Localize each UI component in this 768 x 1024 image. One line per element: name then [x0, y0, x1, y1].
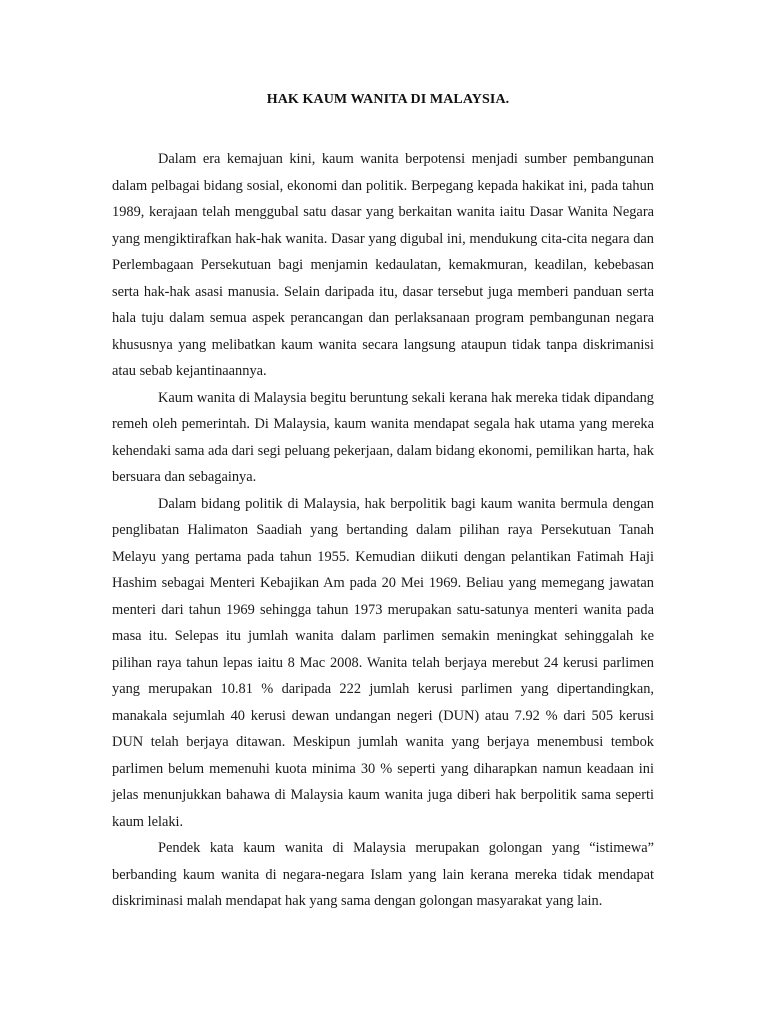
document-title: [0, 92, 768, 108]
paragraph-2: Kaum wanita di Malaysia begitu beruntung sekali kerana hak mereka tidak dipandang remeh oleh pemerintah. Di Malaysia, kaum wanita mendapat segala hak utama yang mereka kehendaki sama ada dari segi peluang pekerjaan, dalam bidang ekonomi, pemilikan harta, hak bersuara dan sebagainya.: [112, 389, 654, 485]
document-title-text: HAK KAUM WANITA DI MALAYSIA.: [266, 92, 510, 107]
paragraph-3: Dalam bidang politik di Malaysia, hak berpolitik bagi kaum wanita bermula dengan penglibatan Halimaton Saadiah yang bertanding dalam pilihan raya Persekutuan Tanah Melayu yang pertama pada tahun 1955. Kemudian diikuti dengan pelantikan Fatimah Haji Hashim sebagai Menteri Kebajikan Am pada 20 Mei 1969. Beliau yang memegang jawatan menteri dari tahun 1969 sehingga tahun 1973 merupakan satu-satunya menteri wanita pada masa itu. Selepas itu jumlah wanita dalam parlimen semakin meningkat sehinggalah ke pilihan raya tahun lepas iaitu 8 Mac 2008. Wanita telah berjaya merebut 24 kerusi parlimen yang merupakan 10.81 % daripada 222 jumlah kerusi parlimen yang dipertandingkan, manakala sejumlah 40 kerusi dewan undangan negeri (DUN) atau 7.92 % dari 505 kerusi DUN telah berjaya ditawan. Meskipun jumlah wanita yang berjaya menembusi tembok parlimen belum memenuhi kuota minima 30 % seperti yang diharapkan namun keadaan ini jelas menunjukkan bahawa di Malaysia kaum wanita juga diberi hak berpolitik sama seperti kaum lelaki.: [112, 495, 654, 830]
paragraph-4: Pendek kata kaum wanita di Malaysia merupakan golongan yang “istimewa” berbanding kaum wanita di negara-negara Islam yang lain kerana mereka tidak mendapat diskriminasi malah mendapat hak yang sama dengan golongan masyarakat yang lain.: [112, 840, 654, 909]
paragraph-1: Dalam era kemajuan kini, kaum wanita berpotensi menjadi sumber pembangunan dalam pelbagai bidang sosial, ekonomi dan politik. Berpegang kepada hakikat ini, pada tahun 1989, kerajaan telah menggubal satu dasar yang berkaitan wanita iaitu Dasar Wanita Negara yang mengiktirafkan hak-hak wanita. Dasar yang digubal ini, mendukung cita-cita negara dan Perlembagaan Persekutuan bagi menjamin kedaulatan, kemakmuran, keadilan, kebebasan serta hak-hak asasi manusia. Selain daripada itu, dasar tersebut juga memberi panduan serta hala tuju dalam semua aspek perancangan dan perlaksanaan program pembangunan negara khususnya yang melibatkan kaum wanita secara langsung ataupun tidak tanpa diskrimanisi atau sebab kejantinaannya.: [112, 151, 654, 379]
document-body: [112, 146, 654, 915]
